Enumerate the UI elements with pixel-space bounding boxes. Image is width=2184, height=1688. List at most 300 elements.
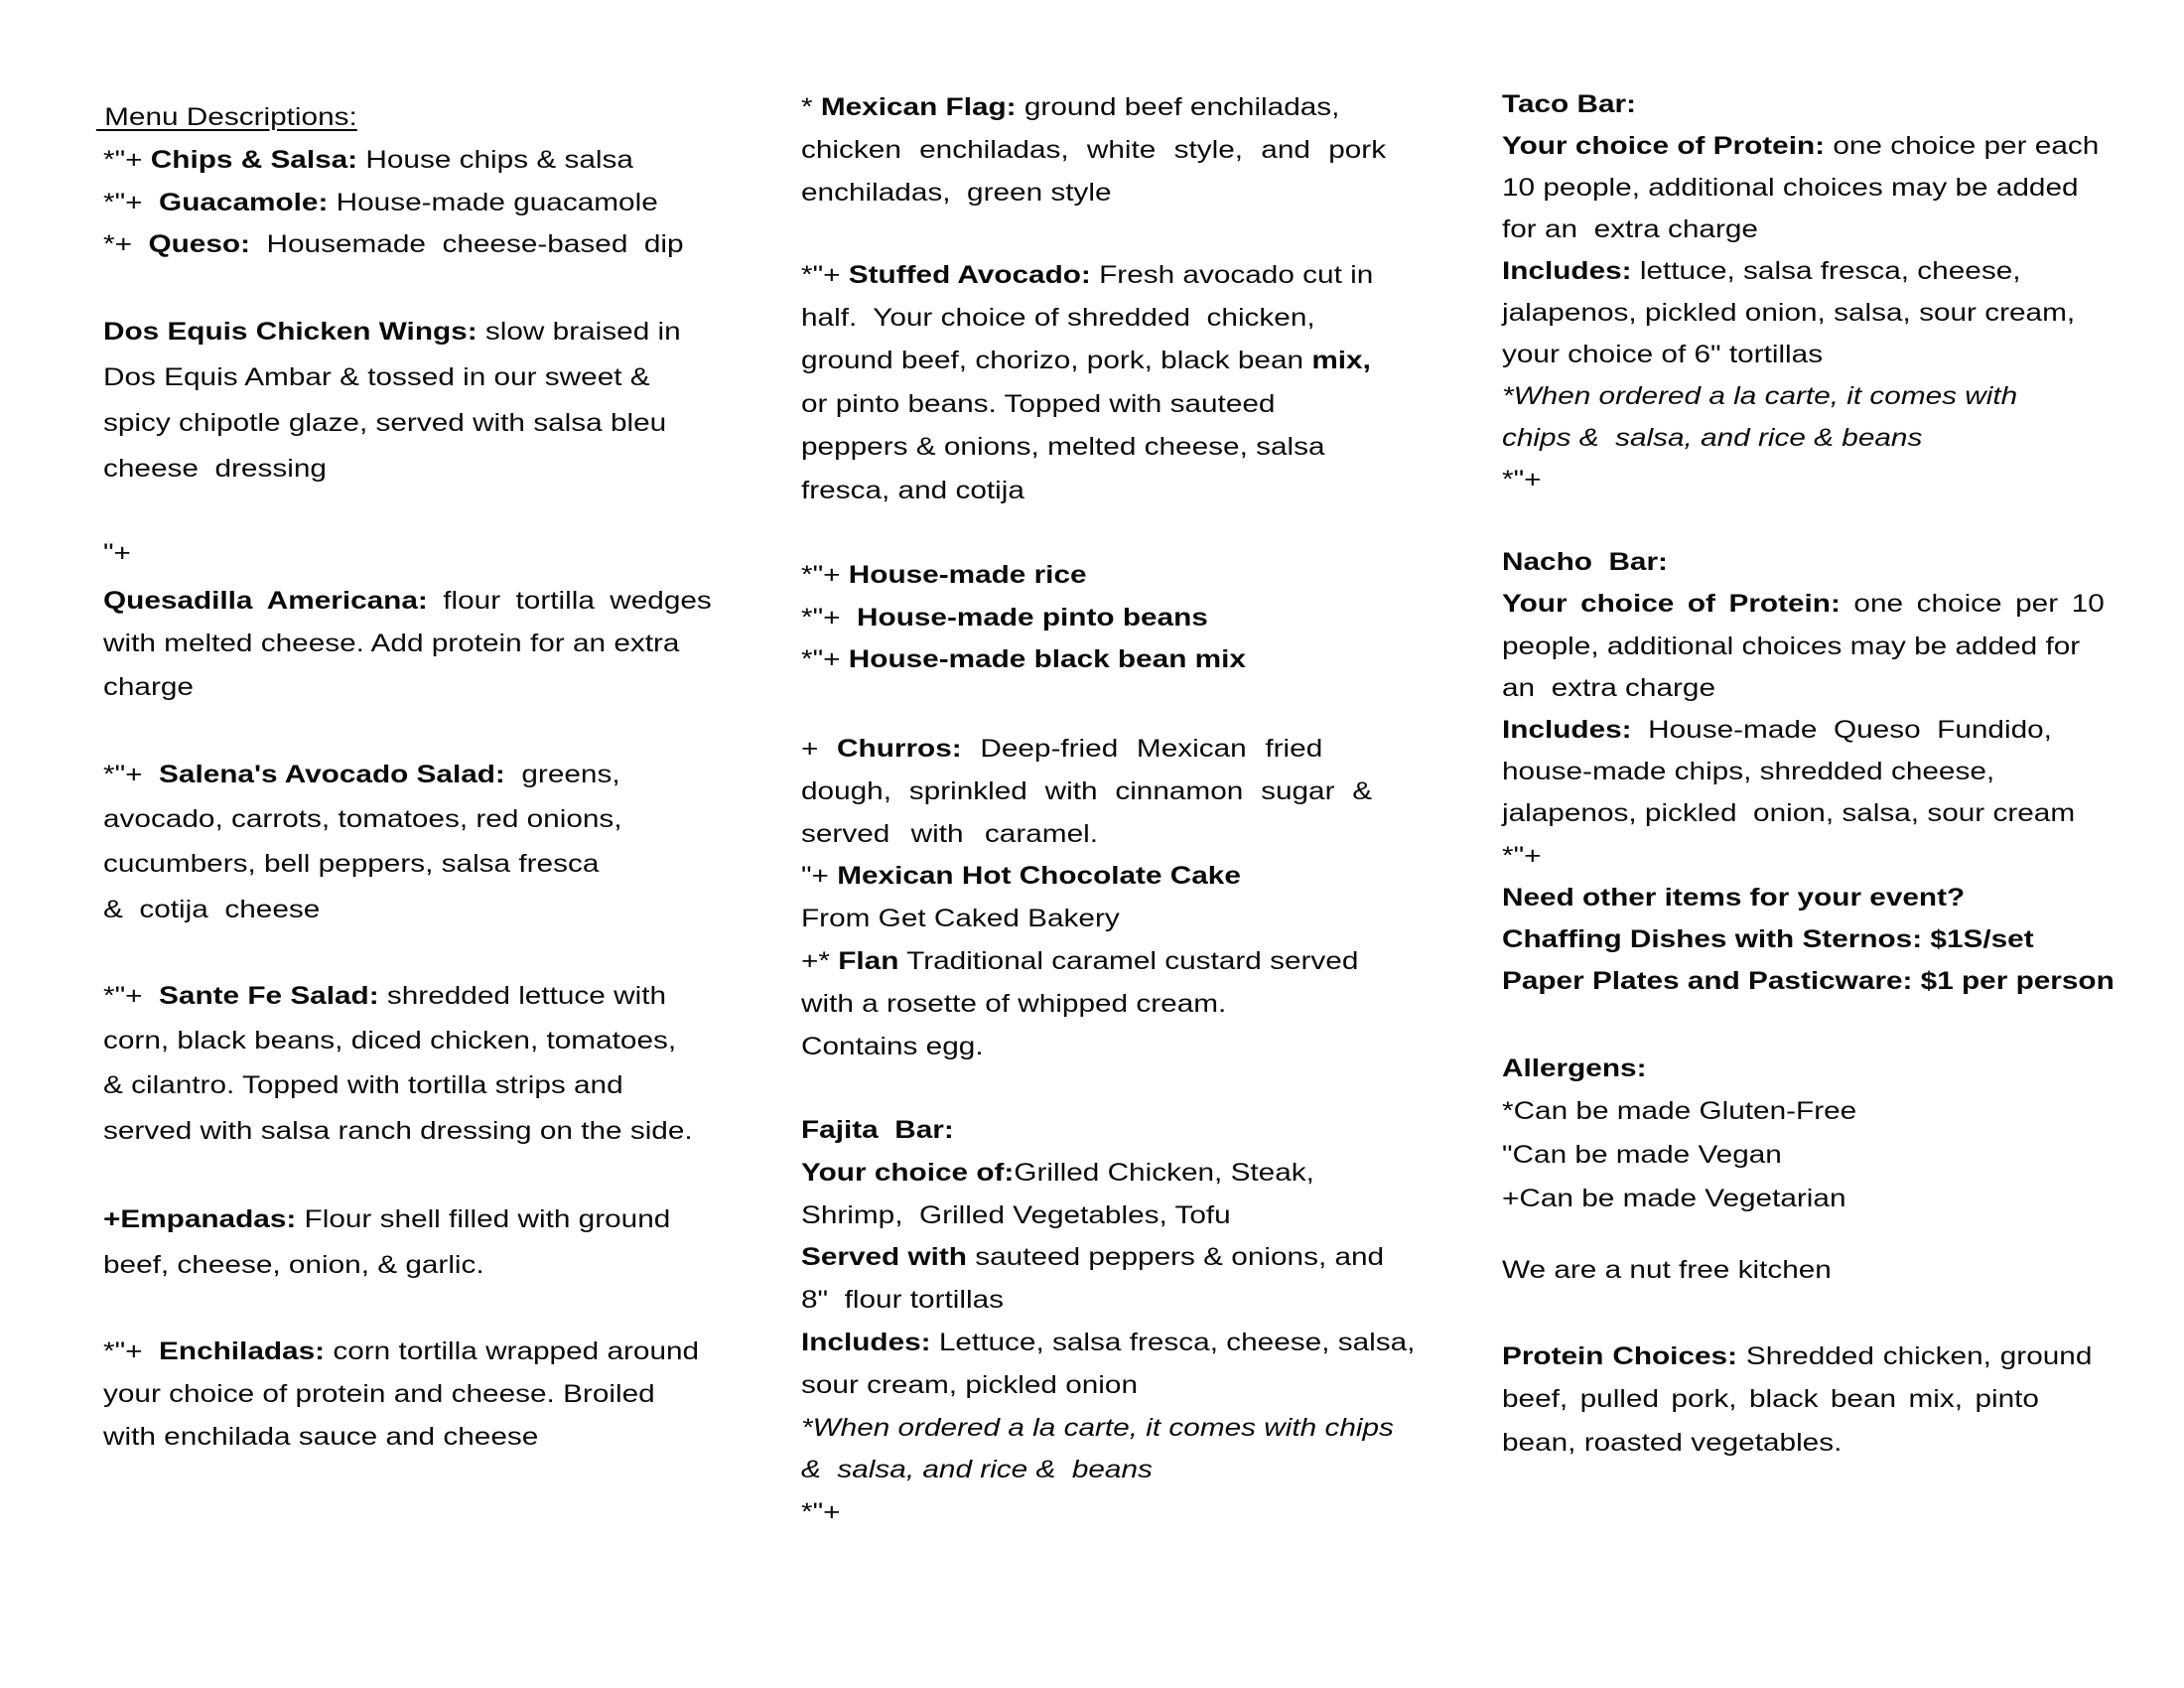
menu-line: [103, 1063, 812, 1108]
menu-line: [801, 1407, 1510, 1450]
item-text: flour tortilla wedges: [427, 586, 712, 615]
menu-line: [103, 1242, 812, 1288]
menu-line: [103, 446, 812, 492]
line-text: [801, 983, 1226, 1026]
item-text: *"+: [801, 645, 849, 674]
menu-line: [801, 1152, 1510, 1195]
line-text: [1502, 709, 2052, 751]
line-text: [801, 1236, 1384, 1279]
item-name: Your choice of:: [801, 1158, 1015, 1187]
line-text: [1502, 84, 1636, 126]
menu-descriptions-title: [96, 96, 805, 138]
line-text: [103, 580, 712, 624]
item-name: Chips & Salsa:: [150, 146, 358, 175]
line-text: [103, 842, 599, 887]
menu-line: [103, 139, 812, 182]
item-text: Deep-fried Mexican fried: [961, 734, 1323, 763]
item-name: +Empanadas:: [103, 1205, 297, 1234]
chicken-wings-item: [103, 309, 812, 492]
item-text: jalapenos, pickled onion, salsa, sour cream,: [1502, 298, 2076, 327]
line-text: [1502, 1090, 1856, 1134]
item-text: peppers & onions, melted cheese, salsa: [801, 433, 1325, 462]
menu-line: [1502, 1134, 2184, 1178]
item-text: charge: [103, 672, 194, 701]
item-text: 10 people, additional choices may be added: [1502, 174, 2079, 203]
item-text: Traditional caramel custard served: [898, 947, 1359, 976]
item-name: House-made rice: [848, 561, 1087, 590]
item-name: Your choice of Protein:: [1502, 132, 1826, 161]
menu-line: [1502, 918, 2184, 960]
item-text: *"+: [103, 188, 160, 216]
menu-line: [801, 638, 1510, 681]
line-text: [1502, 1178, 1846, 1221]
menu-line: [103, 623, 812, 666]
item-text: beef, pulled pork, black bean mix, pinto: [1502, 1385, 2039, 1414]
item-text: Shrimp, Grilled Vegetables, Tofu: [801, 1200, 1231, 1229]
allergens-section: [1502, 1048, 2184, 1221]
menu-line: [801, 129, 1510, 172]
item-name: Served with: [801, 1243, 967, 1272]
item-name: Churros:: [837, 734, 962, 763]
line-text: [103, 1063, 623, 1108]
menu-line: [1502, 626, 2184, 667]
item-name: Your choice of Protein:: [1502, 590, 1841, 619]
item-text: served with caramel.: [801, 819, 1098, 848]
menu-line: [1502, 751, 2184, 792]
item-text: *"+: [103, 760, 160, 788]
item-name: mix,: [1311, 347, 1371, 375]
right-column: [1502, 0, 2184, 1688]
line-text: [801, 1449, 1153, 1491]
item-text: shredded lettuce with: [378, 981, 667, 1010]
menu-line: [103, 532, 812, 575]
line-text: [801, 813, 1098, 856]
item-text: +Can be made Vegetarian: [1502, 1184, 1846, 1212]
item-text: "+: [103, 538, 131, 567]
line-text: [801, 254, 1373, 297]
menu-line: [1502, 376, 2184, 418]
sides-section: [801, 554, 1510, 681]
line-text: [801, 1279, 1004, 1322]
line-text: [103, 753, 620, 797]
item-text: people, additional choices may be added for: [1502, 632, 2081, 660]
menu-line: [1502, 418, 2184, 460]
menu-line: [801, 813, 1510, 856]
item-name: Mexican Hot Chocolate Cake: [837, 862, 1241, 891]
item-text: or pinto beans. Topped with sauteed: [801, 389, 1276, 418]
item-text: beef, cheese, onion, & garlic.: [103, 1251, 484, 1280]
menu-line: [801, 383, 1510, 426]
note-text: chips & salsa, and rice & beans: [1502, 423, 1923, 452]
note-text: *When ordered a la carte, it comes with chips: [801, 1413, 1394, 1442]
quesadilla-allergen-marker: [103, 532, 812, 575]
item-name: Quesadilla Americana:: [103, 586, 428, 615]
item-name: House-made pinto beans: [857, 603, 1208, 632]
item-text: "Can be made Vegan: [1502, 1140, 1782, 1169]
line-text: [801, 426, 1325, 469]
item-name: Salena's Avocado Salad:: [159, 760, 505, 788]
empanadas-item: [103, 1196, 812, 1288]
taco-bar-section: [1502, 84, 2184, 500]
item-name: Stuffed Avocado:: [848, 260, 1091, 289]
item-text: & cilantro. Topped with tortilla strips and: [103, 1071, 623, 1100]
line-text: [801, 855, 1241, 898]
line-text: [103, 974, 666, 1019]
menu-line: [801, 983, 1510, 1026]
menu-line: [103, 182, 812, 224]
item-text: *"+: [801, 260, 849, 289]
menu-line: [1502, 960, 2184, 1002]
line-text: [1502, 792, 2075, 834]
menu-line: [801, 340, 1510, 382]
mexican-flag-item: [801, 86, 1510, 214]
item-text: House-made guacamole: [328, 188, 658, 216]
item-text: served with salsa ranch dressing on the side.: [103, 1116, 693, 1145]
line-text: [103, 223, 684, 266]
page-title: [96, 96, 805, 138]
item-text: sour cream, pickled onion: [801, 1370, 1139, 1399]
line-text: [103, 182, 658, 224]
item-text: Flour shell filled with ground: [296, 1205, 671, 1234]
item-text: Fresh avocado cut in: [1090, 260, 1374, 289]
line-text: [801, 340, 1371, 382]
menu-line: [103, 797, 812, 842]
line-text: [1502, 1336, 2092, 1379]
enchiladas-item: [103, 1331, 812, 1459]
item-name: Includes:: [1502, 257, 1632, 286]
item-text: *"+: [801, 1498, 841, 1527]
line-text: [96, 96, 357, 138]
appetizers-section: [103, 139, 812, 266]
menu-line: [103, 1019, 812, 1063]
line-text: [801, 1407, 1394, 1450]
menu-line: [1502, 1249, 2184, 1292]
line-text: [801, 1491, 841, 1534]
item-name: Dos Equis Chicken Wings:: [103, 318, 478, 347]
menu-line: [1502, 84, 2184, 126]
menu-line: [1502, 251, 2184, 293]
item-text: ground beef enchiladas,: [1016, 92, 1340, 121]
item-text: bean, roasted vegetables.: [1502, 1428, 1843, 1457]
item-text: 8" flour tortillas: [801, 1286, 1005, 1315]
item-text: *"+: [103, 981, 160, 1010]
item-text: your choice of protein and cheese. Broiled: [103, 1379, 655, 1408]
menu-line: [801, 597, 1510, 639]
item-name: Guacamole:: [159, 188, 329, 216]
item-name: Need other items for your event?: [1502, 883, 1966, 912]
item-name: Enchiladas:: [159, 1336, 326, 1365]
item-text: ground beef, chorizo, pork, black bean: [801, 347, 1312, 375]
line-text: [1502, 667, 1715, 709]
menu-line: [1502, 1422, 2184, 1466]
line-text: [1502, 126, 2099, 168]
menu-line: [103, 1373, 812, 1416]
item-name: Includes:: [1502, 716, 1632, 745]
line-text: [103, 309, 681, 354]
item-text: with enchilada sauce and cheese: [103, 1422, 539, 1451]
item-text: one choice per each: [1825, 132, 2100, 161]
line-text: [1502, 751, 1994, 792]
line-text: [103, 1416, 538, 1459]
menu-line: [1502, 667, 2184, 709]
line-text: [103, 1242, 484, 1288]
item-text: an extra charge: [1502, 673, 1715, 702]
line-text: [801, 86, 1339, 129]
item-text: half. Your choice of shredded chicken,: [801, 304, 1315, 333]
menu-line: [1502, 835, 2184, 877]
menu-line: [1502, 1378, 2184, 1422]
line-text: [801, 129, 1386, 172]
item-text: Dos Equis Ambar & tossed in our sweet &: [103, 363, 650, 392]
menu-line: [801, 86, 1510, 129]
line-text: [1502, 918, 2034, 960]
line-text: [1502, 1249, 1832, 1292]
item-text: spicy chipotle glaze, served with salsa bleu: [103, 409, 667, 438]
line-text: [1502, 1422, 1842, 1466]
menu-line: [1502, 335, 2184, 376]
menu-line: [1502, 709, 2184, 751]
item-text: *"+: [1502, 465, 1542, 493]
menu-line: [103, 842, 812, 887]
menu-line: [1502, 1048, 2184, 1091]
item-name: Protein Choices:: [1502, 1341, 1737, 1370]
menu-line: [103, 1331, 812, 1373]
line-text: [801, 172, 1112, 214]
menu-line: [801, 470, 1510, 512]
line-text: [1502, 1048, 1646, 1091]
item-name: Chaffing Dishes with Sternos: $1S/set: [1502, 925, 2034, 954]
item-name: Fajita Bar:: [801, 1115, 954, 1144]
desserts-section: [801, 728, 1510, 1068]
fajita-bar-section: [801, 1109, 1510, 1534]
line-text: [1502, 460, 1542, 501]
menu-line: [103, 753, 812, 797]
menu-line: [1502, 583, 2184, 625]
menu-line: [801, 1109, 1510, 1152]
menu-line: [103, 354, 812, 400]
line-text: [801, 470, 1024, 512]
line-text: [801, 554, 1087, 597]
item-text: *"+: [801, 561, 849, 590]
line-text: [801, 1364, 1138, 1407]
menu-line: [801, 426, 1510, 469]
item-text: We are a nut free kitchen: [1502, 1255, 1832, 1284]
menu-line: [801, 1322, 1510, 1364]
menu-line: [103, 974, 812, 1019]
item-text: lettuce, salsa fresca, cheese,: [1631, 257, 2021, 286]
item-text: avocado, carrots, tomatoes, red onions,: [103, 804, 622, 833]
menu-line: [801, 898, 1510, 940]
menu-line: [801, 172, 1510, 214]
item-name: Nacho Bar:: [1502, 548, 1668, 577]
item-text: From Get Caked Bakery: [801, 905, 1120, 933]
line-text: [801, 771, 1372, 813]
line-text: [801, 383, 1275, 426]
item-text: Shredded chicken, ground: [1736, 1341, 2093, 1370]
item-name: Flan: [838, 947, 899, 976]
santa-fe-salad-item: [103, 974, 812, 1154]
line-text: [1502, 1134, 1782, 1178]
line-text: [801, 297, 1315, 340]
protein-choices-section: [1502, 1336, 2184, 1466]
menu-line: [801, 1236, 1510, 1279]
menu-line: [801, 297, 1510, 340]
menu-line: [1502, 210, 2184, 251]
note-text: & salsa, and rice & beans: [801, 1456, 1153, 1484]
item-text: dough, sprinkled with cinnamon sugar &: [801, 776, 1373, 805]
line-text: [801, 940, 1358, 983]
menu-line: [103, 309, 812, 354]
line-text: [801, 1322, 1415, 1364]
item-name: Queso:: [148, 230, 250, 259]
line-text: [103, 139, 633, 182]
item-text: jalapenos, pickled onion, salsa, sour cream: [1502, 799, 2076, 828]
line-text: [103, 532, 131, 575]
item-text: slow braised in: [477, 318, 681, 347]
line-text: [1502, 210, 1758, 251]
menu-line: [801, 1491, 1510, 1534]
menu-line: [1502, 541, 2184, 583]
quesadilla-item: [103, 580, 812, 710]
item-text: greens,: [504, 760, 620, 788]
item-text: enchiladas, green style: [801, 178, 1112, 207]
line-text: [801, 1195, 1231, 1237]
line-text: [103, 888, 320, 932]
menu-line: [801, 1195, 1510, 1237]
avocado-salad-item: [103, 753, 812, 932]
menu-line: [801, 1364, 1510, 1407]
item-name: Mexican Flag:: [820, 92, 1017, 121]
menu-line: [103, 400, 812, 446]
item-text: corn, black beans, diced chicken, tomatoes,: [103, 1026, 677, 1055]
line-text: [103, 797, 622, 842]
line-text: [103, 1019, 676, 1063]
line-text: [103, 1109, 693, 1154]
item-name: Taco Bar:: [1502, 90, 1637, 119]
line-text: [1502, 168, 2079, 210]
item-name: Paper Plates and Pasticware: $1 per person: [1502, 967, 2115, 996]
line-text: [103, 446, 327, 492]
menu-line: [801, 771, 1510, 813]
line-text: [1502, 626, 2080, 667]
item-text: corn tortilla wrapped around: [325, 1336, 700, 1365]
item-text: Contains egg.: [801, 1032, 984, 1060]
item-text: & cotija cheese: [103, 895, 321, 923]
item-text: Housemade cheese-based dip: [249, 230, 684, 259]
line-text: [801, 1026, 984, 1068]
line-text: [801, 1152, 1314, 1195]
item-text: *"+: [103, 1336, 160, 1365]
item-text: House chips & salsa: [357, 146, 633, 175]
menu-line: [1502, 792, 2184, 834]
menu-line: [1502, 1178, 2184, 1221]
line-text: [1502, 251, 2021, 293]
item-text: *: [801, 92, 821, 121]
menu-line: [103, 1109, 812, 1154]
menu-line: [103, 1196, 812, 1242]
item-text: cheese dressing: [103, 455, 327, 484]
item-name: Includes:: [801, 1328, 931, 1356]
menu-line: [801, 855, 1510, 898]
left-column: [95, 0, 812, 1688]
line-text: [103, 623, 679, 666]
menu-line: [801, 940, 1510, 983]
item-text: for an extra charge: [1502, 215, 1758, 244]
line-text: [1502, 1378, 2039, 1422]
item-text: your choice of 6" tortillas: [1502, 340, 1824, 368]
menu-line: [801, 1449, 1510, 1491]
menu-line: [103, 580, 812, 624]
middle-column: [801, 0, 1510, 1688]
item-text: +*: [801, 947, 839, 976]
item-text: sauteed peppers & onions, and: [966, 1243, 1385, 1272]
item-text: Lettuce, salsa fresca, cheese, salsa,: [930, 1328, 1416, 1356]
line-text: [1502, 877, 1965, 918]
menu-line: [801, 254, 1510, 297]
item-text: *+: [103, 230, 149, 259]
line-text: [1502, 335, 1823, 376]
stuffed-avocado-item: [801, 254, 1510, 512]
item-text: cucumbers, bell peppers, salsa fresca: [103, 850, 600, 879]
menu-line: [801, 728, 1510, 771]
line-text: [103, 1331, 699, 1373]
menu-descriptions-heading: Menu Descriptions:: [95, 103, 357, 132]
item-text: *Can be made Gluten-Free: [1502, 1097, 1857, 1126]
line-text: [1502, 376, 2017, 418]
item-text: house-made chips, shredded cheese,: [1502, 758, 1995, 786]
item-text: Grilled Chicken, Steak,: [1014, 1158, 1314, 1187]
item-text: *"+: [1502, 841, 1542, 870]
item-text: *"+: [801, 603, 858, 632]
line-text: [801, 597, 1208, 639]
line-text: [801, 728, 1322, 771]
item-text: fresca, and cotija: [801, 476, 1024, 504]
item-name: Allergens:: [1502, 1054, 1647, 1082]
line-text: [1502, 835, 1542, 877]
line-text: [801, 898, 1120, 940]
menu-line: [103, 888, 812, 932]
line-text: [801, 1109, 954, 1152]
item-text: "+: [801, 862, 838, 891]
menu-line: [103, 666, 812, 710]
item-text: *"+: [103, 146, 151, 175]
menu-line: [1502, 460, 2184, 501]
line-text: [1502, 583, 2105, 625]
item-name: Sante Fe Salad:: [159, 981, 379, 1010]
menu-line: [1502, 168, 2184, 210]
nacho-bar-section: [1502, 541, 2184, 1002]
line-text: [1502, 960, 2115, 1002]
nut-free-notice: [1502, 1249, 2184, 1292]
line-text: [1502, 541, 1668, 583]
note-text: *When ordered a la carte, it comes with: [1502, 381, 2018, 410]
menu-line: [1502, 1090, 2184, 1134]
menu-line: [1502, 293, 2184, 335]
line-text: [1502, 418, 1922, 460]
line-text: [103, 1196, 670, 1242]
item-text: with a rosette of whipped cream.: [801, 990, 1227, 1019]
line-text: [103, 400, 666, 446]
line-text: [103, 354, 650, 400]
menu-line: [1502, 1336, 2184, 1379]
item-text: with melted cheese. Add protein for an extra: [103, 630, 680, 658]
item-text: +: [801, 734, 838, 763]
item-text: one choice per 10: [1840, 590, 2105, 619]
line-text: [801, 638, 1246, 681]
menu-line: [1502, 126, 2184, 168]
menu-line: [1502, 877, 2184, 918]
item-text: chicken enchiladas, white style, and pork: [801, 135, 1387, 164]
